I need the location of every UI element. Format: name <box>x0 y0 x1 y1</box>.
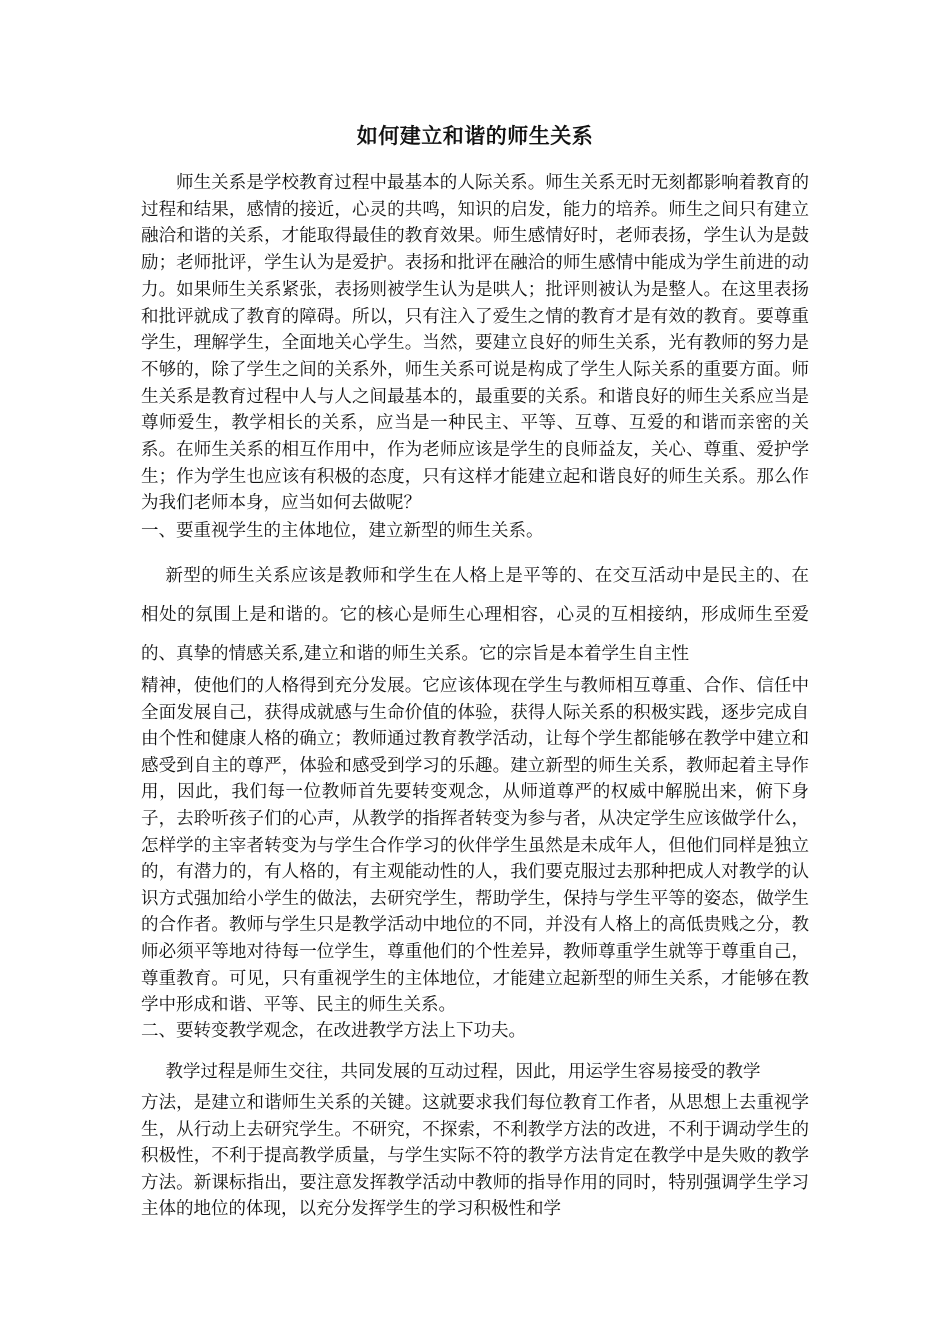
page-title: 如何建立和谐的师生关系 <box>356 123 594 148</box>
section-1-heading: 一、要重视学生的主体地位，建立新型的师生关系。 <box>141 521 544 541</box>
section-2-paragraph-b: 方法，是建立和谐师生关系的关键。这就要求我们每位教育工作者，从思想上去重视学生，从行动上去研究学生。不研究，不探索，不利教学方法的改进，不利于调动学生的积极性，不利于提高教学质量，与学生实际不符的教学方法肯定在教学中是失败的教学方法。新课标指出，要注意发挥教学活动中教师的指导作用的同时，特别强调学生学习主体的地位的体现，以充分发挥学生的学习积极性和学 <box>141 1093 809 1220</box>
section-2-heading: 二、要转变教学观念，在改进教学方法上下功夫。 <box>141 1021 526 1041</box>
intro-paragraph: 师生关系是学校教育过程中最基本的人际关系。师生关系无时无刻都影响着教育的过程和结果，感情的接近，心灵的共鸣，知识的启发，能力的培养。师生之间只有建立融洽和谐的关系，才能取得最佳的教育效果。师生感情好时，老师表扬，学生认为是鼓励；老师批评，学生认为是爱护。表扬和批评在融洽的师生感情中能成为学生前进的动力。如果师生关系紧张，表扬则被学生认为是哄人；批评则被认为是整人。在这里表扬和批评就成了教育的障碍。所以，只有注入了爱生之情的教育才是有效的教育。要尊重学生，理解学生，全面地关心学生。当然，要建立良好的师生关系，光有教师的努力是不够的，除了学生之间的关系外，师生关系可说是构成了学生人际关系的重要方面。师生关系是教育过程中人与人之间最基本的，最重要的关系。和谐良好的师生关系应当是尊师爱生，教学相长的关系，应当是一种民主、平等、互尊、互爱的和谐而亲密的关系。在师生关系的相互作用中，作为老师应该是学生的良师益友，关心、尊重、爱护学生；作为学生也应该有积极的态度，只有这样才能建立起和谐良好的师生关系。那么作为我们老师本身，应当如何去做呢？ <box>141 173 809 514</box>
section-1-paragraph-b: 精神，使他们的人格得到充分发展。它应该体现在学生与教师相互尊重、合作、信任中全面发展自己，获得成就感与生命价值的体验，获得人际关系的积极实践，逐步完成自由个性和健康人格的确立；教师通过教育教学活动，让每个学生都能够在教学中建立和感受到自主的尊严，体验和感受到学习的乐趣。建立新型的师生关系，教师起着主导作用，因此，我们每一位教师首先要转变观念，从师道尊严的权威中解脱出来，俯下身子，去聆听孩子们的心声，从教学的指挥者转变为参与者，从决定学生应该做学什么，怎样学的主宰者转变为与学生合作学习的伙伴学生虽然是未成年人，但他们同样是独立的，有潜力的，有人格的，有主观能动性的人，我们要克服过去那种把成人对教学的认识方式强加给小学生的做法，去研究学生，帮助学生，保持与学生平等的姿态，做学生的合作者。教师与学生只是教学活动中地位的不同，并没有人格上的高低贵贱之分，教师必须平等地对待每一位学生，尊重他们的个性差异，教师尊重学生就等于尊重自己，尊重教育。可见，只有重视学生的主体地位，才能建立起新型的师生关系，才能够在教学中形成和谐、平等、民主的师生关系。 <box>141 676 809 1016</box>
section-2-paragraph-a: 教学过程是师生交往，共同发展的互动过程，因此，用运学生容易接受的教学 <box>165 1062 761 1082</box>
section-1-paragraph-a: 新型的师生关系应该是教师和学生在人格上是平等的、在交互活动中是民主的、在相处的氛围上是和谐的。它的核心是师生心理相容，心灵的互相接纳，形成师生至爱的、真挚的情感关系,建立和谐的师生关系。它的宗旨是本着学生自主性 <box>141 566 809 664</box>
